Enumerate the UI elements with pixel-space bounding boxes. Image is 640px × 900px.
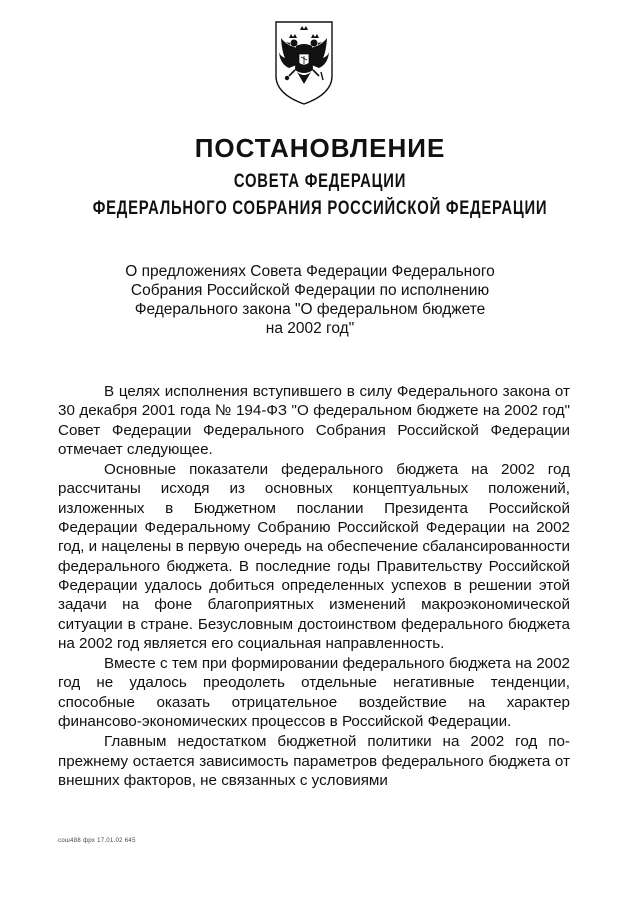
document-code-footer: сош488 фрх 17.01.02 645 — [58, 838, 136, 844]
document-body — [58, 382, 570, 790]
heading-line: Федерального закона "О федеральном бюджете — [134, 301, 486, 318]
heading-line: на 2002 год" — [265, 320, 355, 337]
body-paragraph: В целях исполнения вступившего в силу Федерального закона от 30 декабря 2001 года № 194-ФЗ "О федеральном бюджете на 2002 год" Совет Федерации Федерального Собрания Российской Федерации отмечает следующее. — [58, 383, 570, 458]
heading-line: Собрания Российской Федерации по исполнению — [130, 282, 490, 299]
issuer-line-2: ФЕДЕРАЛЬНОГО СОБРАНИЯ РОССИЙСКОЙ ФЕДЕРАЦИИ — [92, 198, 548, 219]
document-title: ПОСТАНОВЛЕНИЕ — [194, 133, 446, 163]
heading-line: О предложениях Совета Федерации Федерального — [125, 263, 495, 280]
body-paragraph: Вместе с тем при формировании федерального бюджета на 2002 год не удалось преодолеть отдельные негативные тенденции, способные оказать отрицательное воздействие на характер финансово-экономических процессов в Российской Федерации. — [58, 655, 570, 731]
body-paragraph: Главным недостатком бюджетной политики на 2002 год по-прежнему остается зависимость параметров федерального бюджета от внешних факторов, не связанных с условиями — [58, 733, 570, 789]
body-paragraph: Основные показатели федерального бюджета на 2002 год рассчитаны исходя из основных концептуальных положений, изложенных в Бюджетном послании Президента Российской Федерации Федеральному Собранию Российской Федерации на 2002 год, и нацелены в первую очередь на обеспечение сбалансированности федерального бюджета. В последние годы Правительству Российской Федерации удалось добиться определенных успехов в решении этой задачи на фоне благоприятных изменений макроэкономической ситуации в стране. Безусловным достоинством федерального бюджета на 2002 год является его социальная направленность. — [58, 461, 570, 652]
issuer-line-1: СОВЕТА ФЕДЕРАЦИИ — [233, 171, 407, 192]
coat-of-arms-icon — [273, 18, 335, 106]
document-heading — [90, 262, 530, 338]
